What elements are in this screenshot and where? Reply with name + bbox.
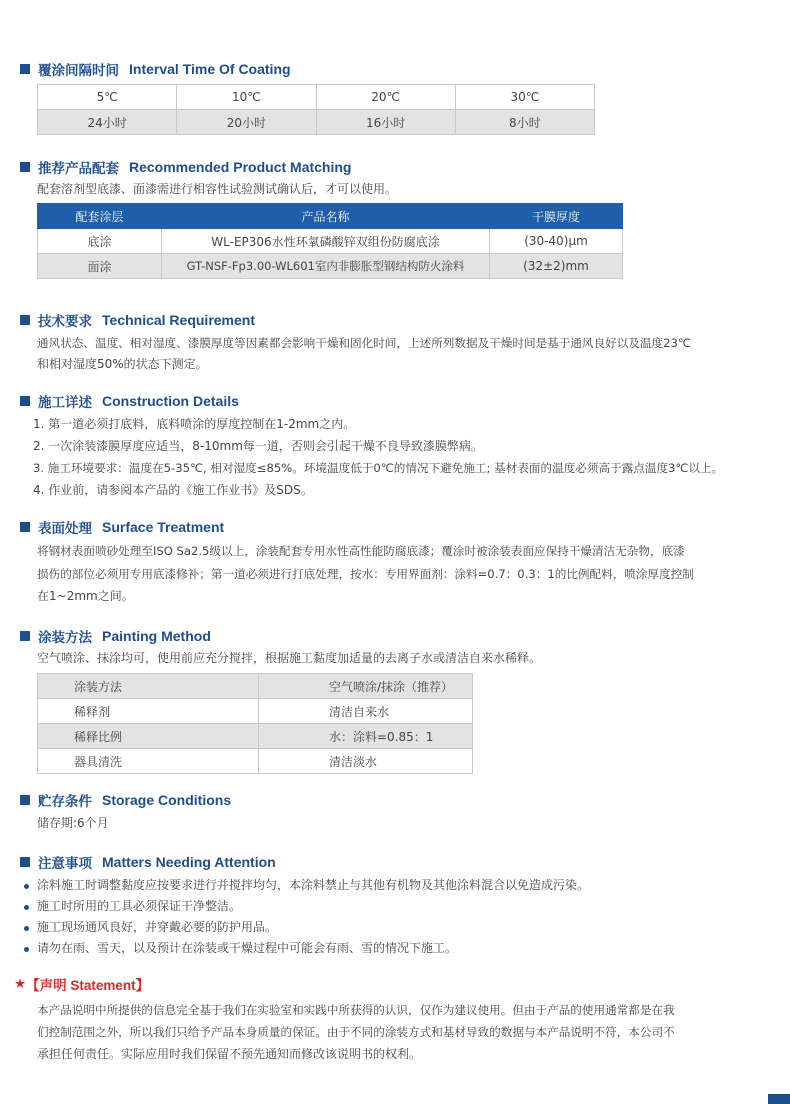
list-item: 1. 第一道必须打底料，底料喷涂的厚度控制在1-2mm之内。 [33,417,356,431]
paragraph-line: 在1~2mm之间。 [37,589,134,603]
painting-note: 空气喷涂、抹涂均可，使用前应充分搅拌，根据施工黏度加适量的去离子水或清洁自来水稀释。 [37,651,542,665]
section-title-cn: 表面处理 [38,521,92,537]
section-title-en: Technical Requirement [102,312,256,328]
paragraph-line: 们控制范围之外，所以我们只给予产品本身质量的保证。由于不同的涂装方式和基材导致的数据与本产品说明不符，本公司不 [37,1025,675,1039]
star-icon: ★ [14,976,27,992]
table-cell: 清洁淡水 [259,749,473,774]
list-item: 3. 施工环境要求：温度在5-35℃, 相对湿度≤85%。环境温度低于0℃的情况下避免施工; 基材表面的温度必须高于露点温度3℃以上。 [33,461,724,475]
list-item: 施工现场通风良好，并穿戴必要的防护用品。 [37,920,278,934]
recommended-table [37,203,623,279]
section-title-construction [20,391,239,411]
table-row [38,254,623,279]
table-cell: 器具清洗 [38,749,259,774]
section-title-en: Recommended Product Matching [129,159,352,175]
table-row [38,724,473,749]
dot-bullet-icon [24,926,29,931]
paragraph-line: 将钢材表面喷砂处理至ISO Sa2.5级以上，涂装配套专用水性高性能防腐底漆；覆涂时被涂装表面应保持干燥清洁无杂物，底漆 [37,544,685,558]
section-title-cn: 技术要求 [38,314,92,330]
table-cell: 8小时 [455,110,594,135]
table-cell: WL-EP306水性环氧磷酸锌双组份防腐底涂 [162,229,490,254]
section-title-cn: 注意事项 [38,856,92,872]
section-title-en: Storage Conditions [102,792,232,808]
table-row [38,110,595,135]
table-row [38,699,473,724]
table-row [38,229,623,254]
table-cell: 底涂 [38,229,162,254]
table-header-cell: 产品名称 [162,204,490,229]
section-title-attention [20,852,276,872]
paragraph-line: 损伤的部位必须用专用底漆修补；第一道必须进行打底处理，按水：专用界面剂：涂料=0.7：0.3：1的比例配料，喷涂厚度控制 [37,567,694,581]
square-bullet-icon [20,522,30,532]
square-bullet-icon [20,631,30,641]
square-bullet-icon [20,857,30,867]
square-bullet-icon [20,315,30,325]
table-cell: 涂装方法 [38,674,259,699]
section-title-painting [20,626,211,646]
square-bullet-icon [20,795,30,805]
section-title-cn: 施工详述 [38,395,92,411]
table-cell: 16小时 [316,110,455,135]
square-bullet-icon [20,162,30,172]
table-row [38,85,595,110]
table-row [38,749,473,774]
table-cell: 清洁自来水 [259,699,473,724]
section-title-interval [20,59,291,79]
table-cell: 5℃ [38,85,177,110]
paragraph-line: 通风状态、温度、相对湿度、漆膜厚度等因素都会影响干燥和固化时间，上述所列数据及干燥时间是基于通风良好以及温度23℃ [37,336,691,350]
square-bullet-icon [20,396,30,406]
table-cell: 水：涂料=0.85：1 [259,724,473,749]
statement-title-text: 【声明 Statement】 [26,978,150,993]
list-item: 施工时所用的工具必须保证干净整洁。 [37,899,242,913]
table-cell: 20小时 [177,110,316,135]
section-title-cn: 覆涂间隔时间 [38,63,119,79]
table-header-cell: 配套涂层 [38,204,162,229]
section-title-cn: 推荐产品配套 [38,161,119,177]
paragraph-line: 和相对湿度50%的状态下测定。 [37,357,208,371]
dot-bullet-icon [24,947,29,952]
interval-table [37,84,595,135]
painting-table [37,673,473,774]
section-title-technical [20,310,255,330]
section-title-en: Construction Details [102,393,239,409]
paragraph-line: 承担任何责任。实际应用时我们保留不预先通知而修改该说明书的权利。 [37,1047,422,1061]
storage-text: 储存期:6个月 [37,816,109,830]
section-title-cn: 涂装方法 [38,630,92,646]
table-cell: 24小时 [38,110,177,135]
table-cell: 稀释比例 [38,724,259,749]
recommended-note: 配套溶剂型底漆、面漆需进行相容性试验测试确认后，才可以使用。 [37,182,398,196]
table-header-cell: 干膜厚度 [490,204,623,229]
dot-bullet-icon [24,905,29,910]
table-cell: 20℃ [316,85,455,110]
table-cell: (30-40)μm [490,229,623,254]
section-title-storage [20,790,231,810]
square-bullet-icon [20,64,30,74]
section-title-en: Surface Treatment [102,519,225,535]
table-cell: GT-NSF-Fp3.00-WL601室内非膨胀型钢结构防火涂料 [162,254,490,279]
table-cell: 10℃ [177,85,316,110]
page-corner-mark [768,1094,790,1104]
statement-title [14,974,149,994]
table-cell: 稀释剂 [38,699,259,724]
list-item: 涂料施工时调整黏度应按要求进行并搅拌均匀，本涂料禁止与其他有机物及其他涂料混合以免造成污染。 [37,878,590,892]
table-cell: 空气喷涂/抹涂（推荐） [259,674,473,699]
list-item: 请勿在雨、雪天，以及预计在涂装或干燥过程中可能会有雨、雪的情况下施工。 [37,941,458,955]
dot-bullet-icon [24,884,29,889]
list-item: 2. 一次涂装漆膜厚度应适当，8-10mm每一道，否则会引起干燥不良导致漆膜弊病。 [33,439,483,453]
table-cell: 面涂 [38,254,162,279]
section-title-en: Painting Method [102,628,211,644]
table-row [38,674,473,699]
section-title-surface [20,517,224,537]
paragraph-line: 本产品说明中所提供的信息完全基于我们在实验室和实践中所获得的认识，仅作为建议使用。但由于产品的使用通常都是在我 [37,1003,675,1017]
section-title-cn: 贮存条件 [38,794,92,810]
table-cell: 30℃ [455,85,594,110]
table-header-row [38,204,623,229]
section-title-en: Matters Needing Attention [102,854,276,870]
list-item: 4. 作业前，请参阅本产品的《施工作业书》及SDS。 [33,483,313,497]
table-cell: (32±2)mm [490,254,623,279]
section-title-en: Interval Time Of Coating [129,61,291,77]
section-title-recommended [20,157,351,177]
